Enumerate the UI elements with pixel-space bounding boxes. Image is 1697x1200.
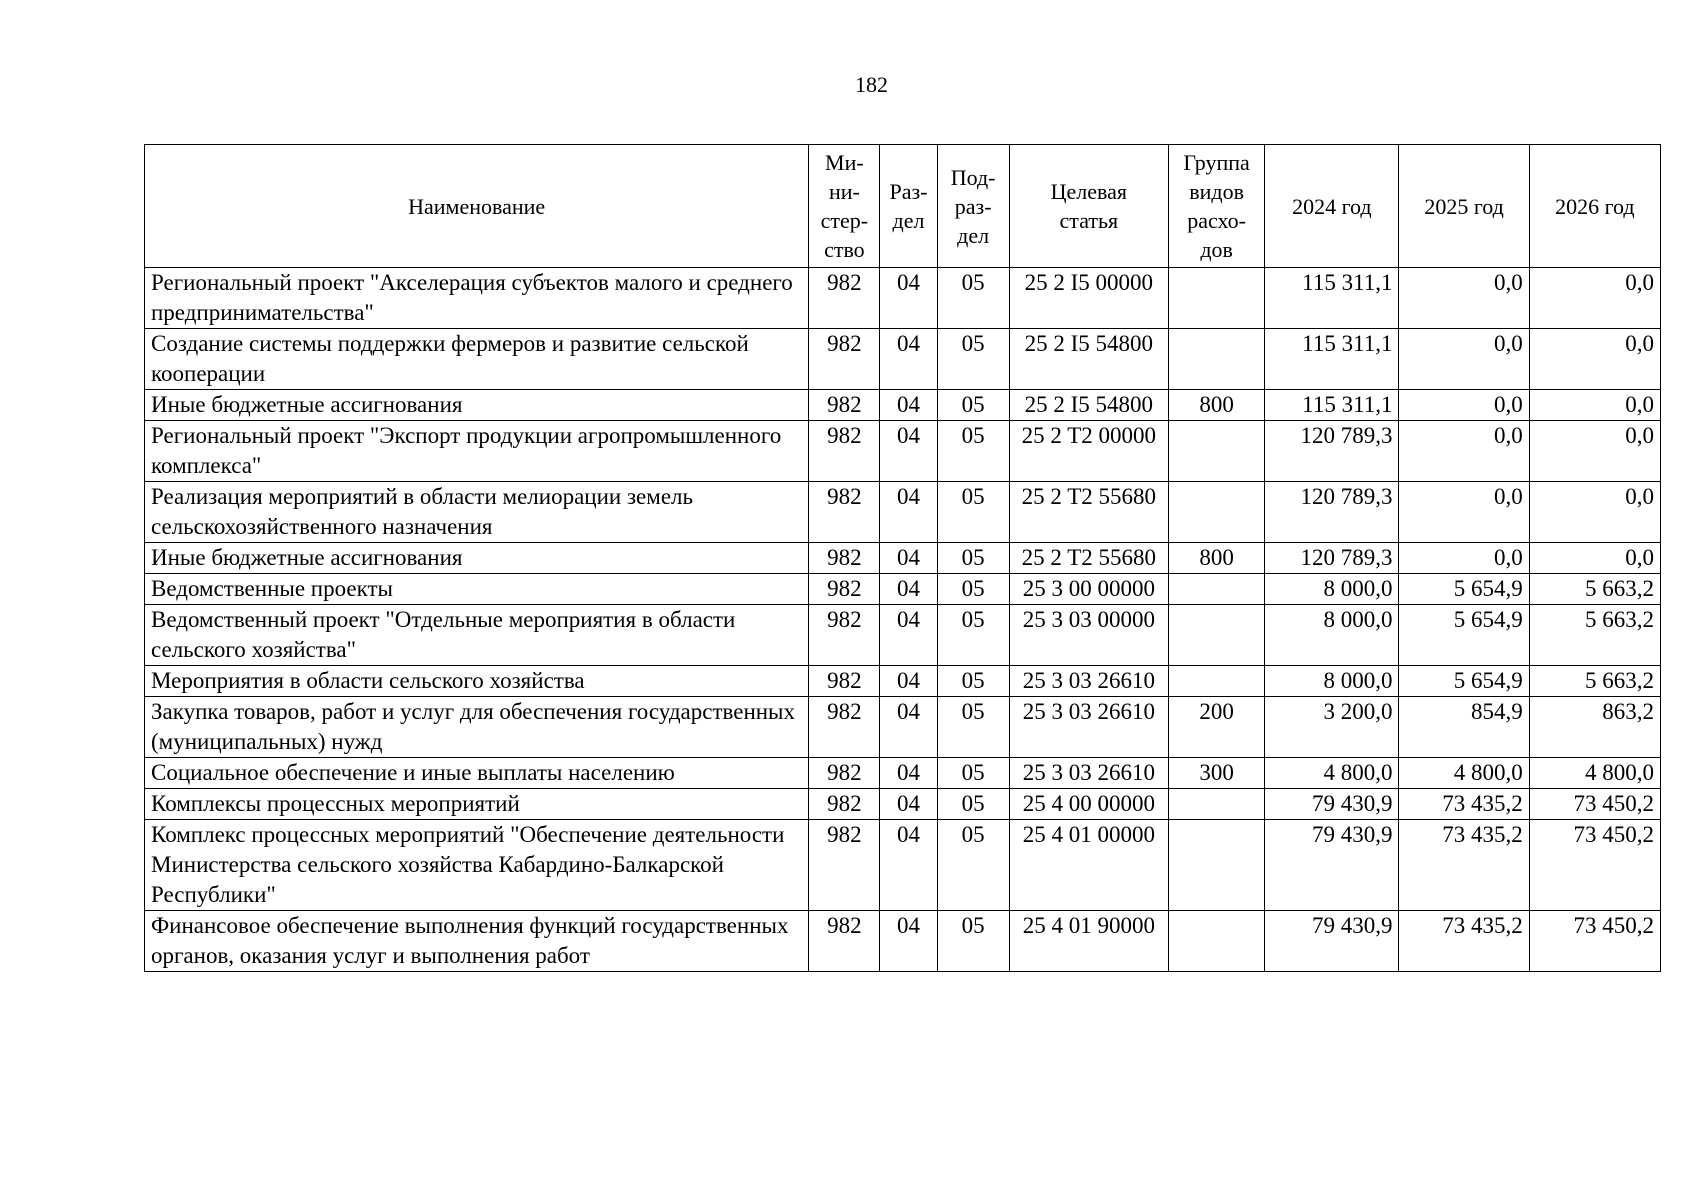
cell-name: Закупка товаров, работ и услуг для обеспечения государственных (муниципальных) нужд — [145, 697, 809, 758]
table-row — [145, 820, 1661, 911]
cell-group: 800 — [1169, 543, 1265, 574]
cell-2024: 79 430,9 — [1265, 789, 1399, 820]
cell-section: 04 — [880, 268, 937, 329]
cell-target: 25 2 T2 55680 — [1009, 482, 1168, 543]
cell-2026: 5 663,2 — [1529, 605, 1660, 666]
cell-group — [1169, 268, 1265, 329]
cell-name: Мероприятия в области сельского хозяйства — [145, 666, 809, 697]
table-row — [145, 543, 1661, 574]
cell-subsection: 05 — [937, 268, 1009, 329]
cell-name: Ведомственный проект "Отдельные мероприятия в области сельского хозяйства" — [145, 605, 809, 666]
cell-2026: 0,0 — [1529, 421, 1660, 482]
cell-2024: 4 800,0 — [1265, 758, 1399, 789]
cell-2025: 73 435,2 — [1399, 911, 1529, 972]
header-group — [1169, 145, 1265, 268]
cell-section: 04 — [880, 390, 937, 421]
cell-group — [1169, 329, 1265, 390]
cell-subsection: 05 — [937, 789, 1009, 820]
table-row — [145, 911, 1661, 972]
header-subsection-label: Под- раз- дел — [950, 164, 996, 248]
cell-2025: 5 654,9 — [1399, 666, 1529, 697]
cell-2026: 0,0 — [1529, 543, 1660, 574]
cell-ministry: 982 — [809, 820, 880, 911]
cell-section: 04 — [880, 543, 937, 574]
cell-2026: 4 800,0 — [1529, 758, 1660, 789]
cell-2024: 120 789,3 — [1265, 421, 1399, 482]
table-row — [145, 666, 1661, 697]
cell-section: 04 — [880, 666, 937, 697]
cell-group — [1169, 820, 1265, 911]
cell-target: 25 3 03 00000 — [1009, 605, 1168, 666]
table-header — [145, 145, 1661, 268]
table-row — [145, 574, 1661, 605]
cell-2024: 79 430,9 — [1265, 911, 1399, 972]
header-group-label: Группа видов расхо- дов — [1183, 150, 1250, 262]
cell-subsection: 05 — [937, 820, 1009, 911]
cell-ministry: 982 — [809, 390, 880, 421]
cell-target: 25 4 00 00000 — [1009, 789, 1168, 820]
cell-name: Комплекс процессных мероприятий "Обеспечение деятельности Министерства сельского хозяйства Кабардино-Балкарской Республики" — [145, 820, 809, 911]
cell-ministry: 982 — [809, 574, 880, 605]
header-subsection — [937, 145, 1009, 268]
cell-section: 04 — [880, 697, 937, 758]
header-target — [1009, 145, 1168, 268]
cell-subsection: 05 — [937, 605, 1009, 666]
cell-target: 25 2 I5 00000 — [1009, 268, 1168, 329]
cell-2024: 120 789,3 — [1265, 482, 1399, 543]
cell-group — [1169, 911, 1265, 972]
cell-section: 04 — [880, 421, 937, 482]
page-number: 182 — [855, 72, 888, 97]
cell-name: Ведомственные проекты — [145, 574, 809, 605]
cell-target: 25 3 00 00000 — [1009, 574, 1168, 605]
cell-2026: 5 663,2 — [1529, 666, 1660, 697]
cell-2025: 0,0 — [1399, 390, 1529, 421]
cell-name: Комплексы процессных мероприятий — [145, 789, 809, 820]
table-row — [145, 329, 1661, 390]
cell-target: 25 2 I5 54800 — [1009, 390, 1168, 421]
cell-target: 25 3 03 26610 — [1009, 697, 1168, 758]
cell-name: Иные бюджетные ассигнования — [145, 390, 809, 421]
cell-2024: 120 789,3 — [1265, 543, 1399, 574]
cell-section: 04 — [880, 329, 937, 390]
cell-subsection: 05 — [937, 697, 1009, 758]
cell-section: 04 — [880, 574, 937, 605]
table-row — [145, 758, 1661, 789]
cell-2026: 0,0 — [1529, 268, 1660, 329]
cell-subsection: 05 — [937, 329, 1009, 390]
cell-2025: 854,9 — [1399, 697, 1529, 758]
cell-section: 04 — [880, 758, 937, 789]
cell-target: 25 2 T2 55680 — [1009, 543, 1168, 574]
cell-subsection: 05 — [937, 421, 1009, 482]
header-2024: 2024 год — [1265, 145, 1399, 268]
cell-group — [1169, 421, 1265, 482]
cell-group — [1169, 574, 1265, 605]
cell-2025: 0,0 — [1399, 329, 1529, 390]
cell-name: Региональный проект "Экспорт продукции агропромышленного комплекса" — [145, 421, 809, 482]
cell-2026: 73 450,2 — [1529, 911, 1660, 972]
cell-ministry: 982 — [809, 789, 880, 820]
cell-target: 25 4 01 00000 — [1009, 820, 1168, 911]
header-section-label: Раз- дел — [889, 179, 928, 233]
budget-table — [144, 144, 1661, 972]
header-section — [880, 145, 937, 268]
cell-group — [1169, 666, 1265, 697]
cell-group — [1169, 789, 1265, 820]
cell-subsection: 05 — [937, 390, 1009, 421]
cell-subsection: 05 — [937, 666, 1009, 697]
cell-2026: 73 450,2 — [1529, 789, 1660, 820]
cell-2025: 73 435,2 — [1399, 789, 1529, 820]
cell-2026: 0,0 — [1529, 390, 1660, 421]
cell-ministry: 982 — [809, 482, 880, 543]
table-body — [145, 268, 1661, 972]
cell-ministry: 982 — [809, 268, 880, 329]
cell-ministry: 982 — [809, 666, 880, 697]
cell-ministry: 982 — [809, 421, 880, 482]
cell-section: 04 — [880, 820, 937, 911]
cell-2026: 0,0 — [1529, 329, 1660, 390]
cell-2024: 8 000,0 — [1265, 605, 1399, 666]
header-2026: 2026 год — [1529, 145, 1660, 268]
cell-2026: 5 663,2 — [1529, 574, 1660, 605]
cell-ministry: 982 — [809, 329, 880, 390]
cell-ministry: 982 — [809, 543, 880, 574]
header-2025: 2025 год — [1399, 145, 1529, 268]
header-target-label: Целевая статья — [1050, 179, 1128, 233]
cell-section: 04 — [880, 605, 937, 666]
table-row — [145, 390, 1661, 421]
cell-2026: 73 450,2 — [1529, 820, 1660, 911]
cell-target: 25 3 03 26610 — [1009, 666, 1168, 697]
cell-2025: 73 435,2 — [1399, 820, 1529, 911]
cell-2024: 8 000,0 — [1265, 666, 1399, 697]
cell-group: 800 — [1169, 390, 1265, 421]
table-row — [145, 482, 1661, 543]
header-ministry — [809, 145, 880, 268]
cell-2026: 863,2 — [1529, 697, 1660, 758]
cell-2025: 4 800,0 — [1399, 758, 1529, 789]
table-row — [145, 697, 1661, 758]
cell-name: Реализация мероприятий в области мелиорации земель сельскохозяйственного назначения — [145, 482, 809, 543]
header-ministry-label: Ми- ни- стер- ство — [820, 150, 869, 262]
cell-subsection: 05 — [937, 758, 1009, 789]
cell-ministry: 982 — [809, 911, 880, 972]
cell-name: Иные бюджетные ассигнования — [145, 543, 809, 574]
cell-name: Региональный проект "Акселерация субъектов малого и среднего предпринимательства" — [145, 268, 809, 329]
cell-2024: 3 200,0 — [1265, 697, 1399, 758]
table-row — [145, 605, 1661, 666]
cell-2025: 0,0 — [1399, 421, 1529, 482]
table-row — [145, 421, 1661, 482]
cell-subsection: 05 — [937, 482, 1009, 543]
cell-2025: 5 654,9 — [1399, 605, 1529, 666]
cell-2025: 0,0 — [1399, 543, 1529, 574]
cell-2025: 0,0 — [1399, 482, 1529, 543]
cell-2024: 115 311,1 — [1265, 329, 1399, 390]
cell-name: Социальное обеспечение и иные выплаты населению — [145, 758, 809, 789]
cell-2024: 115 311,1 — [1265, 390, 1399, 421]
cell-section: 04 — [880, 482, 937, 543]
cell-section: 04 — [880, 789, 937, 820]
cell-2024: 115 311,1 — [1265, 268, 1399, 329]
cell-group: 300 — [1169, 758, 1265, 789]
cell-2025: 5 654,9 — [1399, 574, 1529, 605]
cell-group — [1169, 605, 1265, 666]
table-row — [145, 789, 1661, 820]
cell-2024: 8 000,0 — [1265, 574, 1399, 605]
cell-ministry: 982 — [809, 697, 880, 758]
cell-subsection: 05 — [937, 911, 1009, 972]
cell-target: 25 2 I5 54800 — [1009, 329, 1168, 390]
cell-group — [1169, 482, 1265, 543]
cell-ministry: 982 — [809, 758, 880, 789]
cell-2026: 0,0 — [1529, 482, 1660, 543]
cell-name: Создание системы поддержки фермеров и развитие сельской кооперации — [145, 329, 809, 390]
cell-ministry: 982 — [809, 605, 880, 666]
cell-name: Финансовое обеспечение выполнения функций государственных органов, оказания услуг и выполнения работ — [145, 911, 809, 972]
cell-2024: 79 430,9 — [1265, 820, 1399, 911]
cell-subsection: 05 — [937, 574, 1009, 605]
cell-section: 04 — [880, 911, 937, 972]
cell-target: 25 4 01 90000 — [1009, 911, 1168, 972]
cell-subsection: 05 — [937, 543, 1009, 574]
cell-2025: 0,0 — [1399, 268, 1529, 329]
cell-target: 25 2 T2 00000 — [1009, 421, 1168, 482]
header-name: Наименование — [145, 145, 809, 268]
cell-target: 25 3 03 26610 — [1009, 758, 1168, 789]
table-row — [145, 268, 1661, 329]
cell-group: 200 — [1169, 697, 1265, 758]
